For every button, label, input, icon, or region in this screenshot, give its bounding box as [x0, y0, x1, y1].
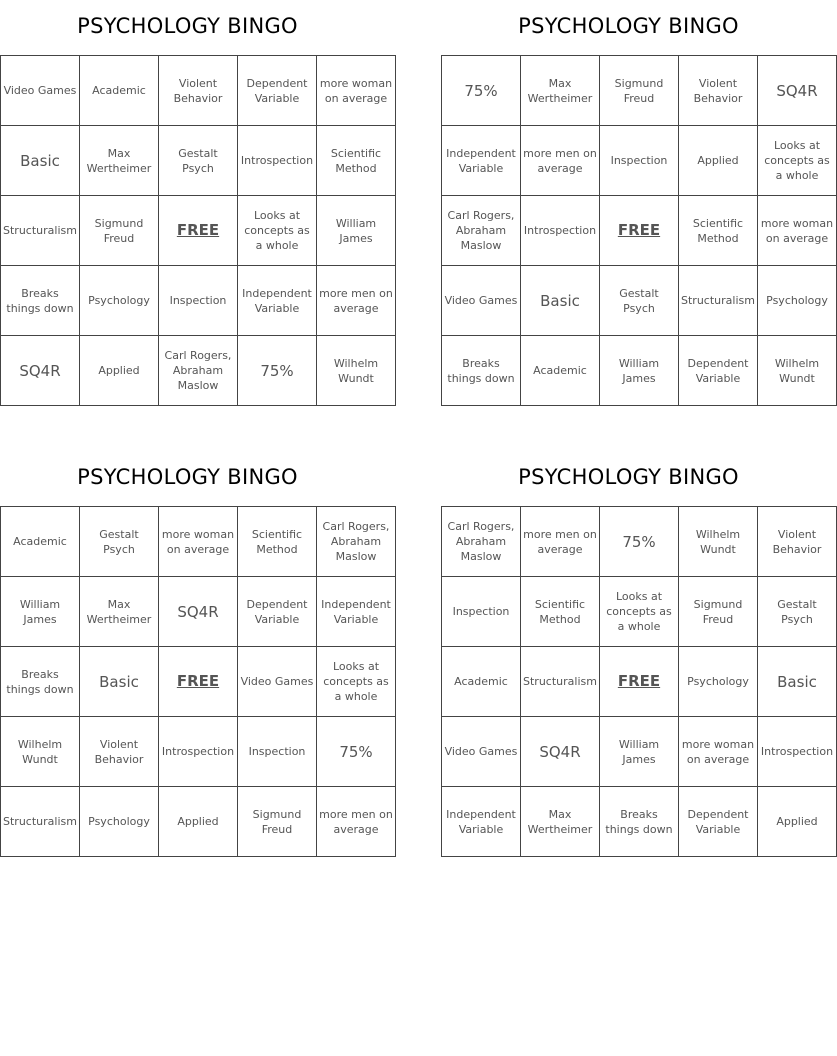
- free-space-cell: FREE: [600, 196, 679, 266]
- bingo-cell: more men on average: [521, 126, 600, 196]
- bingo-cell: SQ4R: [159, 577, 238, 647]
- bingo-cell: Basic: [1, 126, 80, 196]
- bingo-cell: more woman on average: [679, 717, 758, 787]
- bingo-cell: Gestalt Psych: [600, 266, 679, 336]
- bingo-cell: Scientific Method: [679, 196, 758, 266]
- grid-row: [1, 787, 396, 857]
- bingo-cell: Looks at concepts as a whole: [317, 647, 396, 717]
- bingo-cell: Breaks things down: [600, 787, 679, 857]
- bingo-cell: Scientific Method: [521, 577, 600, 647]
- bingo-cell: Violent Behavior: [80, 717, 159, 787]
- bingo-cell: Breaks things down: [1, 266, 80, 336]
- bingo-cell: Sigmund Freud: [80, 196, 159, 266]
- bingo-cell: Structuralism: [679, 266, 758, 336]
- bingo-cell: 75%: [317, 717, 396, 787]
- bingo-cell: Wilhelm Wundt: [317, 336, 396, 406]
- bingo-cell: 75%: [238, 336, 317, 406]
- bingo-cell: Dependent Variable: [238, 56, 317, 126]
- bingo-cell: more woman on average: [317, 56, 396, 126]
- card-title: PSYCHOLOGY BINGO: [77, 14, 298, 38]
- bingo-cell: Violent Behavior: [159, 56, 238, 126]
- grid-row: [1, 507, 396, 577]
- grid-row: [1, 647, 396, 717]
- bingo-cell: Looks at concepts as a whole: [600, 577, 679, 647]
- bingo-cell: Sigmund Freud: [679, 577, 758, 647]
- bingo-cell: SQ4R: [1, 336, 80, 406]
- bingo-cell: Applied: [159, 787, 238, 857]
- bingo-cell: Breaks things down: [1, 647, 80, 717]
- grid-row: [1, 126, 396, 196]
- grid-row: [1, 336, 396, 406]
- bingo-cell: Sigmund Freud: [238, 787, 317, 857]
- bingo-cell: Independent Variable: [238, 266, 317, 336]
- bingo-cell: Max Wertheimer: [521, 56, 600, 126]
- bingo-cell: Applied: [80, 336, 159, 406]
- bingo-cell: Structuralism: [1, 196, 80, 266]
- grid-row: [442, 266, 837, 336]
- grid-row: [1, 266, 396, 336]
- bingo-cell: Academic: [521, 336, 600, 406]
- bingo-cell: Independent Variable: [317, 577, 396, 647]
- bingo-cell: Basic: [521, 266, 600, 336]
- bingo-cell: SQ4R: [758, 56, 837, 126]
- grid-row: [1, 717, 396, 787]
- bingo-cell: Gestalt Psych: [758, 577, 837, 647]
- grid-row: [442, 56, 837, 126]
- bingo-cell: Inspection: [600, 126, 679, 196]
- bingo-cell: Wilhelm Wundt: [1, 717, 80, 787]
- bingo-cell: Introspection: [521, 196, 600, 266]
- card-title: PSYCHOLOGY BINGO: [518, 14, 739, 38]
- grid-row: [1, 196, 396, 266]
- bingo-grid: [441, 55, 837, 406]
- bingo-cell: Dependent Variable: [238, 577, 317, 647]
- bingo-cell: Gestalt Psych: [80, 507, 159, 577]
- bingo-cell: William James: [600, 336, 679, 406]
- grid-row: [442, 787, 837, 857]
- bingo-cell: more men on average: [317, 787, 396, 857]
- free-space-cell: FREE: [159, 196, 238, 266]
- bingo-cell: Video Games: [442, 266, 521, 336]
- free-space-cell: FREE: [159, 647, 238, 717]
- bingo-cell: more men on average: [521, 507, 600, 577]
- bingo-cell: Carl Rogers, Abraham Maslow: [159, 336, 238, 406]
- bingo-cell: Wilhelm Wundt: [758, 336, 837, 406]
- bingo-cell: Gestalt Psych: [159, 126, 238, 196]
- bingo-cell: Academic: [1, 507, 80, 577]
- bingo-cell: Inspection: [442, 577, 521, 647]
- bingo-cell: Psychology: [80, 787, 159, 857]
- bingo-cell: Introspection: [238, 126, 317, 196]
- grid-row: [442, 577, 837, 647]
- grid-row: [1, 56, 396, 126]
- bingo-cell: William James: [600, 717, 679, 787]
- bingo-cell: Breaks things down: [442, 336, 521, 406]
- bingo-grid: [0, 55, 396, 406]
- bingo-cell: Carl Rogers, Abraham Maslow: [442, 507, 521, 577]
- bingo-cell: Scientific Method: [238, 507, 317, 577]
- bingo-cell: Psychology: [679, 647, 758, 717]
- bingo-cell: Applied: [679, 126, 758, 196]
- bingo-cell: more woman on average: [758, 196, 837, 266]
- grid-row: [442, 717, 837, 787]
- bingo-cell: Inspection: [159, 266, 238, 336]
- bingo-cell: Applied: [758, 787, 837, 857]
- bingo-cell: Basic: [758, 647, 837, 717]
- bingo-cell: Carl Rogers, Abraham Maslow: [317, 507, 396, 577]
- bingo-cell: 75%: [600, 507, 679, 577]
- grid-row: [1, 577, 396, 647]
- bingo-cell: William James: [1, 577, 80, 647]
- bingo-cell: Independent Variable: [442, 126, 521, 196]
- bingo-cell: Max Wertheimer: [80, 126, 159, 196]
- card-title: PSYCHOLOGY BINGO: [518, 465, 739, 489]
- bingo-cell: Looks at concepts as a whole: [758, 126, 837, 196]
- bingo-cell: Introspection: [159, 717, 238, 787]
- bingo-cell: Psychology: [80, 266, 159, 336]
- bingo-grid: [441, 506, 837, 857]
- bingo-cell: Video Games: [442, 717, 521, 787]
- bingo-cell: Violent Behavior: [679, 56, 758, 126]
- bingo-cell: Academic: [442, 647, 521, 717]
- bingo-cell: 75%: [442, 56, 521, 126]
- bingo-cell: Academic: [80, 56, 159, 126]
- free-space-cell: FREE: [600, 647, 679, 717]
- bingo-cell: Psychology: [758, 266, 837, 336]
- bingo-cell: Violent Behavior: [758, 507, 837, 577]
- bingo-cell: Basic: [80, 647, 159, 717]
- bingo-cell: Wilhelm Wundt: [679, 507, 758, 577]
- grid-row: [442, 507, 837, 577]
- bingo-cell: Sigmund Freud: [600, 56, 679, 126]
- bingo-cell: Carl Rogers, Abraham Maslow: [442, 196, 521, 266]
- bingo-cell: Dependent Variable: [679, 787, 758, 857]
- bingo-cell: Video Games: [1, 56, 80, 126]
- bingo-cell: more men on average: [317, 266, 396, 336]
- bingo-cell: Max Wertheimer: [521, 787, 600, 857]
- bingo-cell: Scientific Method: [317, 126, 396, 196]
- bingo-cell: Max Wertheimer: [80, 577, 159, 647]
- bingo-cell: Dependent Variable: [679, 336, 758, 406]
- bingo-cell: Looks at concepts as a whole: [238, 196, 317, 266]
- bingo-cell: Inspection: [238, 717, 317, 787]
- grid-row: [442, 196, 837, 266]
- bingo-cell: more woman on average: [159, 507, 238, 577]
- bingo-cell: Structuralism: [521, 647, 600, 717]
- grid-row: [442, 126, 837, 196]
- grid-row: [442, 647, 837, 717]
- bingo-cell: Structuralism: [1, 787, 80, 857]
- bingo-cell: Video Games: [238, 647, 317, 717]
- bingo-cell: Introspection: [758, 717, 837, 787]
- bingo-cell: SQ4R: [521, 717, 600, 787]
- bingo-cell: Independent Variable: [442, 787, 521, 857]
- card-title: PSYCHOLOGY BINGO: [77, 465, 298, 489]
- bingo-cell: William James: [317, 196, 396, 266]
- grid-row: [442, 336, 837, 406]
- bingo-grid: [0, 506, 396, 857]
